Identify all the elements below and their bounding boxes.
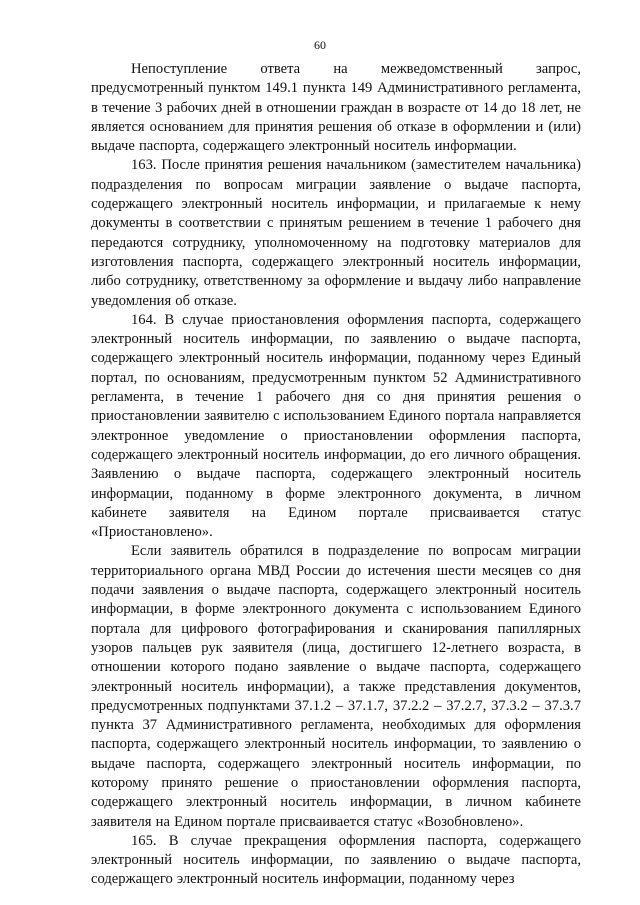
paragraph-165: 165. В случае прекращения оформления паспорта, содержащего электронный носитель информации, по заявлению о выдаче паспорта, содержащего электронный носитель информации, поданному через [91,832,581,888]
paragraph-163: 163. После принятия решения начальником (заместителем начальника) подразделения по вопросам миграции заявление о выдаче паспорта, содержащего электронный носитель информации, и прилагаемые к нему документы в соответствии с принятым решением в течение 1 рабочего дня передаются сотруднику, уполномоченному на подготовку материалов для изготовления паспорта, содержащего электронный носитель информации, либо сотруднику, ответственному за оформление и выдачу либо направление уведомления об отказе. [91,157,581,309]
paragraph-164: 164. В случае приостановления оформления паспорта, содержащего электронный носитель информации, по заявлению о выдаче паспорта, содержащего электронный носитель информации, поданному через Единый портал, по основаниям, предусмотренным пунктом 52 Административного регламента, в течение 1 рабочего дня со дня принятия решения о приостановлении заявителю с использованием Единого портала направляется электронное уведомление о приостановлении оформления паспорта, содержащего электронный носитель информации, до его личного обращения. Заявлению о выдаче паспорта, содержащего электронный носитель информации, поданному в форме электронного документа, в личном кабинете заявителя на Едином портале присваивается статус «Приостановлено». [91,311,581,541]
paragraph-resumption: Если заявитель обратился в подразделение по вопросам миграции территориального органа МВД России до истечения шести месяцев со дня подачи заявления о выдаче паспорта, содержащего электронный носитель информации, в форме электронного документа с использованием Единого портала для цифрового фотографирования и сканирования папиллярных узоров пальцев рук заявителя (лица, достигшего 12-летнего возраста, в отношении которого подано заявление о выдаче паспорта, содержащего электронный носитель информации), а также представления документов, предусмотренных подпунктами 37.1.2 – 37.1.7, 37.2.2 – 37.2.7, 37.3.2 – 37.3.7 пункта 37 Административного регламента, необходимых для оформления паспорта, содержащего электронный носитель информации, то заявлению о выдаче паспорта, содержащего электронный носитель информации, по которому принято решение о приостановлении оформления паспорта, содержащего электронный носитель информации, в личном кабинете заявителя на Едином портале присваивается статус «Возобновлено». [91,543,581,830]
document-body [91,60,581,890]
page-number: 60 [314,38,326,52]
paragraph-nonreceipt: Непоступление ответа на межведомственный запрос, предусмотренный пунктом 149.1 пункта 149 Административного регламента, в течение 3 рабочих дней в отношении граждан в возрасте от 14 до 18 лет, не является основанием для принятия решения об отказе в оформлении и (или) выдаче паспорта, содержащего электронный носитель информации. [91,61,581,155]
